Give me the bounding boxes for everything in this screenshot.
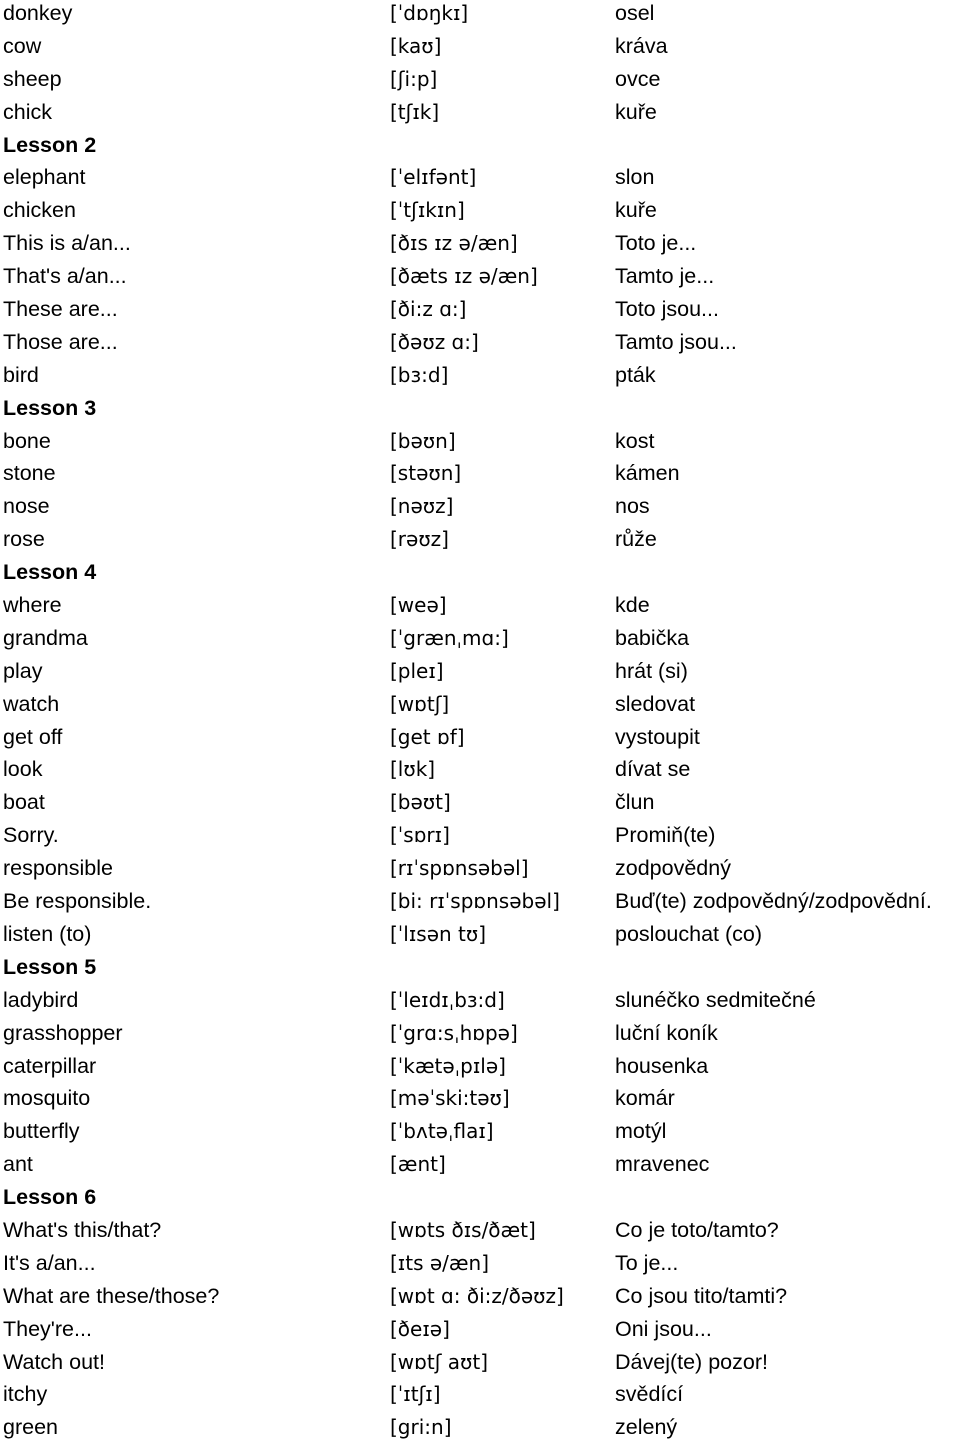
lesson-heading-row bbox=[0, 1184, 960, 1217]
vocab-row bbox=[0, 691, 960, 724]
pronunciation: [stəʊn] bbox=[390, 461, 462, 486]
english-word: butterfly bbox=[3, 1119, 80, 1144]
czech-translation: mravenec bbox=[615, 1152, 710, 1177]
pronunciation: [rəʊz] bbox=[390, 527, 449, 552]
english-word: Those are... bbox=[3, 329, 118, 354]
pronunciation: [pleɪ] bbox=[390, 658, 444, 683]
czech-translation: zodpovědný bbox=[615, 856, 731, 881]
lesson-heading: Lesson 4 bbox=[3, 560, 97, 585]
czech-translation: kde bbox=[615, 593, 650, 618]
czech-translation: housenka bbox=[615, 1053, 709, 1078]
pronunciation: [ˈbʌtəˌflaɪ] bbox=[390, 1119, 494, 1144]
english-word: mosquito bbox=[3, 1086, 91, 1111]
pronunciation: [wɒtʃ] bbox=[390, 691, 450, 716]
english-word: stone bbox=[3, 461, 56, 486]
czech-translation: nos bbox=[615, 494, 650, 519]
pronunciation: [ðæts ɪz ə/æn] bbox=[390, 264, 538, 289]
vocab-row bbox=[0, 99, 960, 132]
vocab-row bbox=[0, 230, 960, 263]
czech-translation: luční koník bbox=[615, 1020, 718, 1045]
pronunciation: [ˈgrɑ:sˌhɒpə] bbox=[390, 1020, 518, 1045]
pronunciation: [nəʊz] bbox=[390, 494, 454, 519]
english-word: chick bbox=[3, 99, 52, 124]
english-word: That's a/an... bbox=[3, 264, 127, 289]
english-word: look bbox=[3, 757, 43, 782]
vocab-row bbox=[0, 329, 960, 362]
czech-translation: sledovat bbox=[615, 691, 696, 716]
english-word: They're... bbox=[3, 1316, 92, 1341]
pronunciation: [tʃɪk] bbox=[390, 99, 440, 124]
czech-translation: osel bbox=[615, 1, 655, 25]
pronunciation: [ˈtʃɪkɪn] bbox=[390, 198, 465, 223]
czech-translation: Co jsou tito/tamti? bbox=[615, 1283, 788, 1308]
czech-translation: hrát (si) bbox=[615, 658, 688, 683]
pronunciation: [lʊk] bbox=[390, 757, 436, 782]
vocab-row bbox=[0, 987, 960, 1020]
pronunciation: [ˈkætəˌpɪlə] bbox=[390, 1053, 506, 1078]
vocab-row bbox=[0, 1316, 960, 1349]
vocab-row bbox=[0, 428, 960, 461]
vocab-row bbox=[0, 66, 960, 99]
english-word: It's a/an... bbox=[3, 1250, 96, 1275]
pronunciation: [wɒt ɑ: ði:z/ðəʊz] bbox=[390, 1283, 564, 1308]
czech-translation: motýl bbox=[615, 1119, 667, 1144]
lesson-heading: Lesson 6 bbox=[3, 1185, 97, 1210]
english-word: bird bbox=[3, 362, 39, 387]
vocab-row bbox=[0, 1349, 960, 1382]
vocab-row bbox=[0, 724, 960, 757]
vocab-row bbox=[0, 888, 960, 921]
pronunciation: [ˈdɒŋkɪ] bbox=[390, 1, 469, 25]
czech-translation: Tamto jsou... bbox=[615, 329, 737, 354]
czech-translation: komár bbox=[615, 1086, 675, 1111]
english-word: play bbox=[3, 658, 43, 683]
english-word: Sorry. bbox=[3, 823, 59, 848]
vocab-row bbox=[0, 0, 960, 33]
english-word: bone bbox=[3, 428, 51, 453]
pronunciation: [ænt] bbox=[390, 1152, 446, 1177]
english-word: responsible bbox=[3, 856, 113, 881]
czech-translation: Buď(te) zodpovědný/zodpovědní. bbox=[615, 889, 932, 914]
vocab-row bbox=[0, 526, 960, 559]
english-word: green bbox=[3, 1415, 58, 1440]
vocab-row bbox=[0, 33, 960, 66]
czech-translation: pták bbox=[615, 362, 656, 387]
czech-translation: kráva bbox=[615, 33, 668, 58]
czech-translation: To je... bbox=[615, 1250, 679, 1275]
czech-translation: kuře bbox=[615, 198, 657, 223]
english-word: watch bbox=[3, 691, 60, 716]
pronunciation: [get ɒf] bbox=[390, 724, 465, 749]
pronunciation: [bəʊn] bbox=[390, 428, 456, 453]
vocab-row bbox=[0, 921, 960, 954]
lesson-heading-row bbox=[0, 559, 960, 592]
pronunciation: [ˈsɒrɪ] bbox=[390, 823, 450, 848]
pronunciation: [ðɪs ɪz ə/æn] bbox=[390, 231, 518, 256]
pronunciation: [bi: rɪˈspɒnsəbəl] bbox=[390, 889, 560, 914]
vocab-row bbox=[0, 460, 960, 493]
vocab-row bbox=[0, 493, 960, 526]
vocab-row bbox=[0, 1250, 960, 1283]
vocab-row bbox=[0, 1217, 960, 1250]
pronunciation: [ðəʊz ɑ:] bbox=[390, 329, 479, 354]
czech-translation: vystoupit bbox=[615, 724, 700, 749]
lesson-heading-row bbox=[0, 132, 960, 165]
czech-translation: slunéčko sedmitečné bbox=[615, 987, 816, 1012]
english-word: nose bbox=[3, 494, 50, 519]
lesson-heading-row bbox=[0, 954, 960, 987]
english-word: sheep bbox=[3, 66, 62, 91]
lesson-heading-row bbox=[0, 395, 960, 428]
czech-translation: slon bbox=[615, 165, 655, 190]
vocab-row bbox=[0, 1381, 960, 1414]
czech-translation: Toto je... bbox=[615, 231, 697, 256]
pronunciation: [məˈski:təʊ] bbox=[390, 1086, 510, 1111]
pronunciation: [bəʊt] bbox=[390, 790, 451, 815]
english-word: where bbox=[3, 593, 62, 618]
lesson-heading: Lesson 3 bbox=[3, 395, 97, 420]
vocab-row bbox=[0, 658, 960, 691]
english-word: Be responsible. bbox=[3, 889, 152, 914]
vocab-row bbox=[0, 164, 960, 197]
lesson-heading: Lesson 5 bbox=[3, 954, 97, 979]
pronunciation: [ðeɪə] bbox=[390, 1316, 450, 1341]
vocab-row bbox=[0, 263, 960, 296]
english-word: donkey bbox=[3, 1, 73, 25]
pronunciation: [weə] bbox=[390, 593, 447, 618]
english-word: rose bbox=[3, 527, 45, 552]
pronunciation: [wɒtʃ aʊt] bbox=[390, 1349, 489, 1374]
vocab-row bbox=[0, 362, 960, 395]
vocab-row bbox=[0, 822, 960, 855]
czech-translation: Toto jsou... bbox=[615, 297, 719, 322]
pronunciation: [gri:n] bbox=[390, 1415, 452, 1440]
czech-translation: Co je toto/tamto? bbox=[615, 1217, 779, 1242]
pronunciation: [rɪˈspɒnsəbəl] bbox=[390, 856, 529, 881]
czech-translation: Promiň(te) bbox=[615, 823, 716, 848]
english-word: These are... bbox=[3, 297, 118, 322]
vocab-row bbox=[0, 1283, 960, 1316]
czech-translation: svědící bbox=[615, 1382, 684, 1407]
english-word: ant bbox=[3, 1152, 33, 1177]
czech-translation: člun bbox=[615, 790, 655, 815]
czech-translation: babička bbox=[615, 625, 690, 650]
pronunciation: [ɪts ə/æn] bbox=[390, 1250, 490, 1275]
pronunciation: [wɒts ðɪs/ðæt] bbox=[390, 1217, 536, 1242]
czech-translation: kost bbox=[615, 428, 655, 453]
english-word: grandma bbox=[3, 625, 88, 650]
english-word: caterpillar bbox=[3, 1053, 97, 1078]
english-word: This is a/an... bbox=[3, 231, 131, 256]
vocab-row bbox=[0, 756, 960, 789]
pronunciation: [ˈelɪfənt] bbox=[390, 165, 477, 190]
english-word: get off bbox=[3, 724, 63, 749]
vocab-row bbox=[0, 1414, 960, 1447]
pronunciation: [kaʊ] bbox=[390, 33, 442, 58]
english-word: ladybird bbox=[3, 987, 79, 1012]
pronunciation: [ˈɪtʃɪ] bbox=[390, 1382, 441, 1407]
czech-translation: Oni jsou... bbox=[615, 1316, 712, 1341]
vocab-row bbox=[0, 1151, 960, 1184]
czech-translation: růže bbox=[615, 527, 657, 552]
english-word: listen (to) bbox=[3, 921, 92, 946]
vocab-row bbox=[0, 1085, 960, 1118]
pronunciation: [ði:z ɑ:] bbox=[390, 297, 467, 322]
vocab-row bbox=[0, 1020, 960, 1053]
english-word: chicken bbox=[3, 198, 76, 223]
pronunciation: [ˈgrænˌmɑ:] bbox=[390, 625, 509, 650]
pronunciation: [bɜ:d] bbox=[390, 362, 449, 387]
czech-translation: Dávej(te) pozor! bbox=[615, 1349, 768, 1374]
pronunciation: [ˈlɪsən tʊ] bbox=[390, 921, 487, 946]
lesson-heading: Lesson 2 bbox=[3, 132, 97, 157]
czech-translation: kámen bbox=[615, 461, 680, 486]
english-word: What's this/that? bbox=[3, 1217, 162, 1242]
english-word: cow bbox=[3, 33, 42, 58]
vocab-row bbox=[0, 1053, 960, 1086]
english-word: elephant bbox=[3, 165, 86, 190]
english-word: grasshopper bbox=[3, 1020, 123, 1045]
czech-translation: dívat se bbox=[615, 757, 691, 782]
vocab-row bbox=[0, 197, 960, 230]
pronunciation: [ˈleɪdɪˌbɜ:d] bbox=[390, 987, 505, 1012]
czech-translation: kuře bbox=[615, 99, 657, 124]
pronunciation: [ʃi:p] bbox=[390, 66, 438, 91]
vocab-row bbox=[0, 592, 960, 625]
czech-translation: Tamto je... bbox=[615, 264, 715, 289]
czech-translation: ovce bbox=[615, 66, 661, 91]
english-word: itchy bbox=[3, 1382, 48, 1407]
vocab-row bbox=[0, 625, 960, 658]
vocab-row bbox=[0, 296, 960, 329]
vocab-row bbox=[0, 855, 960, 888]
english-word: What are these/those? bbox=[3, 1283, 220, 1308]
czech-translation: poslouchat (co) bbox=[615, 921, 762, 946]
czech-translation: zelený bbox=[615, 1415, 678, 1440]
english-word: boat bbox=[3, 790, 45, 815]
english-word: Watch out! bbox=[3, 1349, 105, 1374]
vocab-row bbox=[0, 789, 960, 822]
vocab-row bbox=[0, 1118, 960, 1151]
